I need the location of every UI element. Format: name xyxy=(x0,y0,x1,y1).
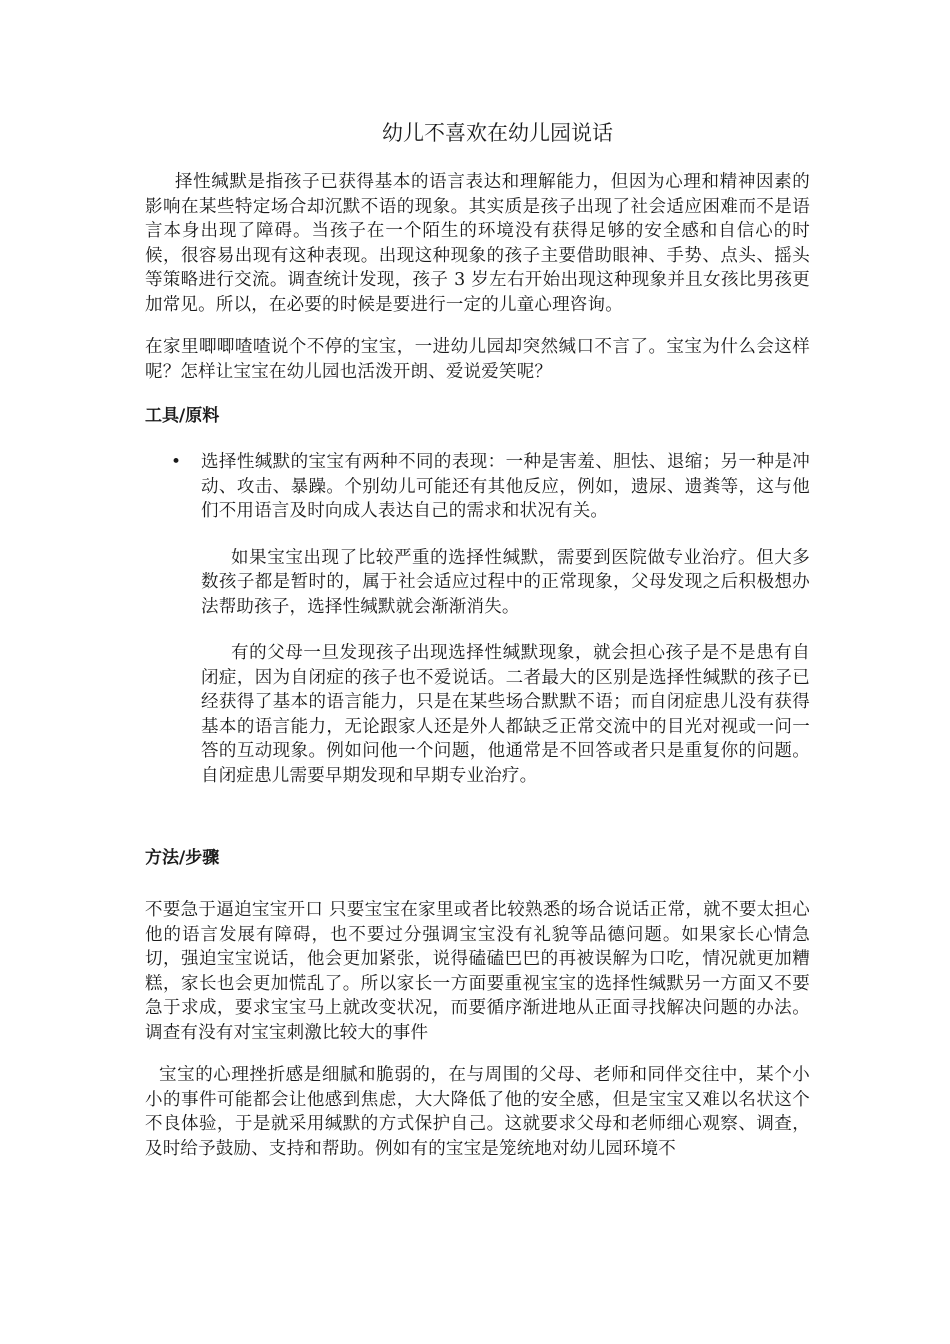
bullet-sub-paragraph-1: 如果宝宝出现了比较严重的选择性缄默，需要到医院做专业治疗。但大多数孩子都是暂时的，属于社会适应过程中的正常现象，父母发现之后积极想办法帮助孩子，选择性缄默就会渐渐消失。 xyxy=(201,547,810,617)
list-item xyxy=(171,450,810,788)
document-page xyxy=(145,118,810,1161)
steps-paragraph-1: 不要急于逼迫宝宝开口 只要宝宝在家里或者比较熟悉的场合说话正常，就不要太担心他的语言发展有障碍，也不要过分强调宝宝没有礼貌等品德问题。如果家长心情急切，强迫宝宝说话，他会更加紧张，说得磕磕巴巴的再被误解为口吃，情况就更加糟糕，家长也会更加慌乱了。所以家长一方面要重视宝宝的选择性缄默另一方面又不要急于求成，要求宝宝马上就改变状况，而要循序渐进地从正面寻找解决问题的办法。 调查有没有对宝宝刺激比较大的事件 xyxy=(145,900,810,1043)
document-title: 幼儿不喜欢在幼儿园说话 xyxy=(382,121,613,145)
steps-heading: 方法/步骤 xyxy=(145,848,220,868)
tools-heading: 工具/原料 xyxy=(145,406,220,426)
steps-paragraph-2: 宝宝的心理挫折感是细腻和脆弱的，在与周围的父母、老师和同伴交往中，某个小小的事件可能都会让他感到焦虑，大大降低了他的安全感，但是宝宝又难以名状这个不良体验，于是就采用缄默的方式保护自己。这就要求父母和老师细心观察、调查，及时给予鼓励、支持和帮助。例如有的宝宝是笼统地对幼儿园环境不 xyxy=(145,1065,810,1159)
second-paragraph: 在家里唧唧喳喳说个不停的宝宝，一进幼儿园却突然缄口不言了。宝宝为什么会这样呢？怎样让宝宝在幼儿园也活泼开朗、爱说爱笑呢？ xyxy=(145,337,810,382)
tools-list xyxy=(145,450,810,788)
bullet-sub-paragraph-2: 有的父母一旦发现孩子出现选择性缄默现象，就会担心孩子是不是患有自闭症，因为自闭症的孩子也不爱说话。二者最大的区别是选择性缄默的孩子已经获得了基本的语言能力，只是在某些场合默默不语；而自闭症患儿没有获得基本的语言能力，无论跟家人还是外人都缺乏正常交流中的目光对视或一问一答的互动现象。例如问他一个问题，他通常是不回答或者只是重复你的问题。自闭症患儿需要早期发现和早期专业治疗。 xyxy=(201,643,810,786)
intro-paragraph: 择性缄默是指孩子已获得基本的语言表达和理解能力，但因为心理和精神因素的影响在某些特定场合却沉默不语的现象。其实质是孩子出现了社会适应困难而不是语言本身出现了障碍。当孩子在一个陌生的环境没有获得足够的安全感和自信心的时候，很容易出现有这种表现。出现这种现象的孩子主要借助眼神、手势、点头、摇头等策略进行交流。调查统计发现，孩子 3 岁左右开始出现这种现象并且女孩比男孩更加常见。所以，在必要的时候是要进行一定的儿童心理咨询。 xyxy=(145,172,810,315)
bullet-item-text: 选择性缄默的宝宝有两种不同的表现：一种是害羞、胆怯、退缩；另一种是冲动、攻击、暴躁。个别幼儿可能还有其他反应，例如，遗尿、遗粪等，这与他们不用语言及时向成人表达自己的需求和状况有关。 xyxy=(201,452,810,521)
section-spacer xyxy=(145,788,810,846)
bullet-icon: • xyxy=(171,452,182,472)
